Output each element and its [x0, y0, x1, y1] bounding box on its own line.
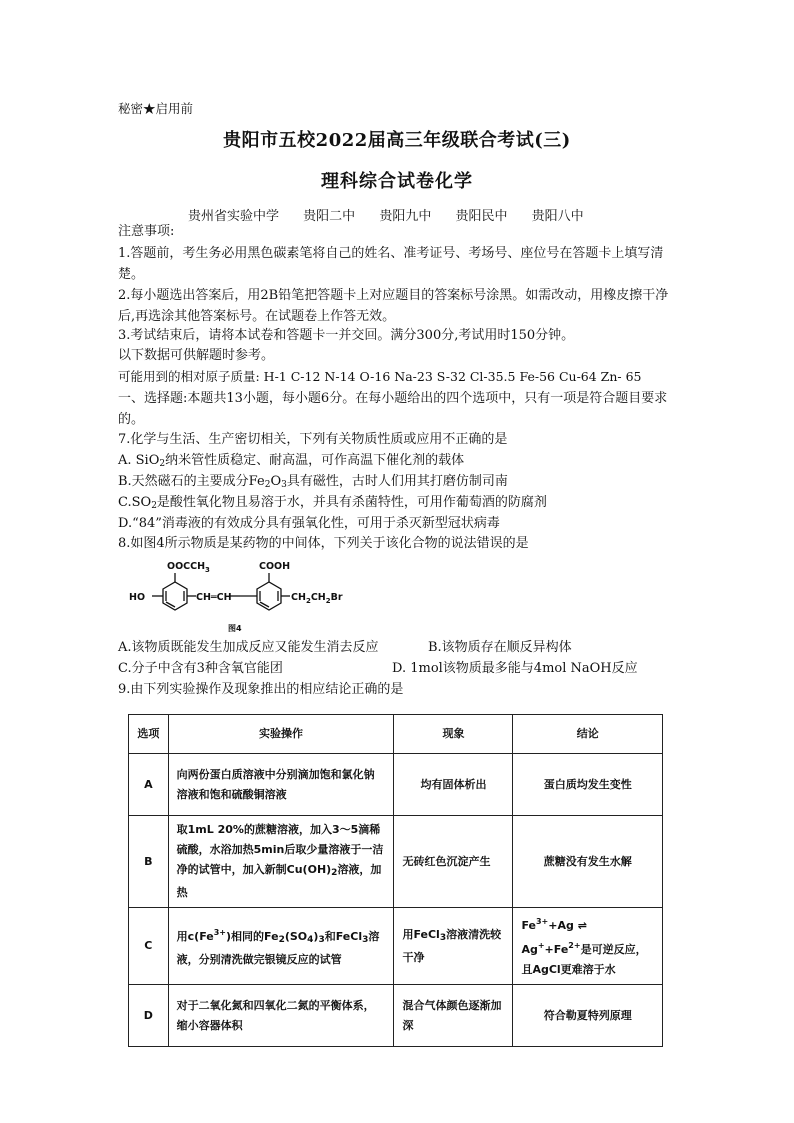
carboxyl-group-label: COOH — [259, 561, 291, 572]
conclusion-cell: 蛋白质均发生变性 — [513, 754, 663, 816]
bromoethyl-group-label: $CH_2CH_2Br$ — [291, 592, 343, 605]
q7-stem: 7.化学与生活、生产密切相关，下列有关物质性质或应用不正确的是 — [118, 432, 508, 447]
school-name: 贵州省实验中学 — [188, 209, 280, 224]
operation-cell: 取1mL 20%的蔗糖溶液，加入3～5滴稀硫酸，水浴加热5min后取少量溶液于一洁净的试管中，加入新制$Cu(OH)_2$溶液，加热 — [168, 816, 394, 908]
q7-option-a: A. SiO$_2$纳米管性质稳定、耐高温，可作高温下催化剂的载体 — [118, 453, 465, 469]
column-header: 实验操作 — [168, 715, 394, 754]
school-name: 贵阳二中 — [303, 209, 356, 224]
q8-option-d: D. 1mol该物质最多能与4mol NaOH反应 — [392, 661, 638, 676]
phenomenon-cell: 混合气体颜色逐渐加深 — [394, 985, 513, 1047]
q7-option-b: B.天然磁石的主要成分$Fe_2O_3$具有磁性，古时人们用其打磨仿制司南 — [118, 474, 508, 490]
school-list — [188, 205, 604, 224]
data-intro: 以下数据可供解题时参考。 — [118, 348, 275, 363]
molecule-structure-figure — [118, 555, 378, 637]
phenomenon-cell: 均有固体析出 — [394, 754, 513, 816]
confidential-mark: 秘密★启用前 — [118, 101, 194, 116]
notes-heading: 注意事项: — [118, 224, 175, 239]
operation-cell: 用$c(Fe^{3+})$相同的$Fe_2(SO_4)_3$和FeCl$_3$溶液，分别清洗做完银镜反应的试管 — [168, 908, 394, 985]
ester-group-label: $OOCCH_3$ — [167, 561, 210, 574]
table-row — [129, 985, 663, 1047]
figure-label: 图4 — [228, 624, 242, 633]
option-label: D — [129, 985, 169, 1047]
table-header-row — [129, 715, 663, 754]
q8-option-a: A.该物质既能发生加成反应又能发生消去反应 — [118, 640, 379, 655]
section-heading: 一、选择题:本题共13小题，每小题6分。在每小题给出的四个选项中，只有一项是符合题目要求的。 — [118, 391, 668, 427]
experiment-table — [128, 714, 663, 1047]
q9-stem: 9.由下列实验操作及现象推出的相应结论正确的是 — [118, 682, 404, 697]
option-label: B — [129, 816, 169, 908]
table-row — [129, 908, 663, 985]
note-2: 2.每小题选出答案后，用2B铅笔把答题卡上对应题目的答案标号涂黑。如需改动，用橡皮擦干净后,再选涂其他答案标号。在试题卷上作答无效。 — [118, 288, 669, 324]
conclusion-cell: 符合勒夏特列原理 — [513, 985, 663, 1047]
column-header: 现象 — [394, 715, 513, 754]
note-1: 1.答题前，考生务必用黑色碳素笔将自己的姓名、准考证号、考场号、座位号在答题卡上填写清楚。 — [118, 246, 664, 282]
q7-option-c: $C.SO_2$是酸性氧化物且易溶于水，并具有杀菌特性，可用作葡萄酒的防腐剂 — [118, 495, 547, 511]
school-name: 贵阳民中 — [455, 209, 508, 224]
conclusion-cell: 蔗糖没有发生水解 — [513, 816, 663, 908]
exam-subtitle: 理科综合试卷化学 — [321, 171, 473, 192]
note-3: 3.考试结束后，请将本试卷和答题卡一并交回。满分300分,考试用时150分钟。 — [118, 328, 575, 343]
atomic-masses: 可能用到的相对原子质量: H-1 C-12 N-14 O-16 Na-23 S-32 Cl-35.5 Fe-56 Cu-64 Zn- 65 — [118, 369, 642, 384]
table-row — [129, 754, 663, 816]
exam-title: 贵阳市五校2022届高三年级联合考试(三) — [223, 130, 571, 151]
option-label: A — [129, 754, 169, 816]
column-header: 结论 — [513, 715, 663, 754]
q8-stem: 8.如图4所示物质是某药物的中间体，下列关于该化合物的说法错误的是 — [118, 536, 529, 551]
hydroxyl-group-label: HO — [129, 592, 146, 603]
q8-option-c: C.分子中含有3种含氧官能团 — [118, 661, 283, 676]
school-name: 贵阳八中 — [531, 209, 584, 224]
q7-option-d: D.“84”消毒液的有效成分具有强氧化性，可用于杀灭新型冠状病毒 — [118, 516, 500, 531]
school-name: 贵阳九中 — [379, 209, 432, 224]
option-label: C — [129, 908, 169, 985]
column-header: 选项 — [129, 715, 169, 754]
operation-cell: 向两份蛋白质溶液中分别滴加饱和氯化钠溶液和饱和硫酸铜溶液 — [168, 754, 394, 816]
operation-cell: 对于二氧化氮和四氧化二氮的平衡体系，缩小容器体积 — [168, 985, 394, 1047]
phenomenon-cell: 无砖红色沉淀产生 — [394, 816, 513, 908]
vinyl-group-label: CH═CH — [196, 592, 232, 603]
q8-option-b: B.该物质存在顺反异构体 — [428, 640, 572, 655]
phenomenon-cell: 用FeCl$_3$溶液清洗较干净 — [394, 908, 513, 985]
conclusion-cell: $Fe^{3+}+Ag$ ⇌ $Ag^++Fe^{2+}$是可逆反应，且AgCl更难溶于水 — [513, 908, 663, 985]
table-row — [129, 816, 663, 908]
